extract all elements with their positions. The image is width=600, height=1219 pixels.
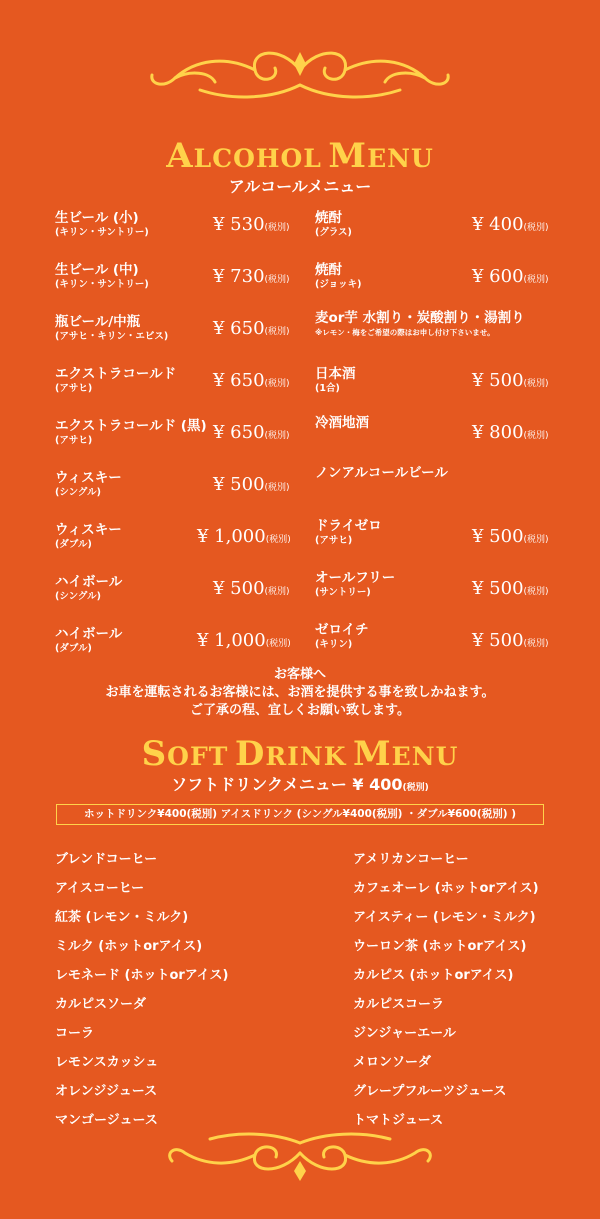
- alcohol-menu-title: ALCOHOL MENU: [166, 136, 434, 176]
- bottom-ornament-icon: [0, 1125, 600, 1185]
- soft-drink-item: ブレンドコーヒー: [55, 852, 158, 867]
- soft-drink-item: 紅茶 (レモン・ミルク): [55, 910, 189, 925]
- item-price: ¥ 1,000(税別): [197, 526, 291, 547]
- soft-drink-item: コーラ: [55, 1026, 95, 1041]
- alcohol-item: ゼロイチ (キリン): [315, 622, 369, 650]
- item-price: ¥ 650(税別): [213, 370, 290, 391]
- alcohol-item: ドライゼロ (アサヒ): [315, 518, 382, 546]
- soft-drink-item: トマトジュース: [353, 1113, 444, 1128]
- item-price: ¥ 500(税別): [472, 370, 549, 391]
- soft-drink-item: ミルク (ホットorアイス): [55, 939, 203, 954]
- alcohol-item: 瓶ビール/中瓶 (アサヒ・キリン・エビス): [55, 314, 169, 342]
- item-price: ¥ 650(税別): [213, 422, 290, 443]
- alcohol-item: ハイボール (ダブル): [55, 626, 123, 654]
- soft-drink-item: グレープフルーツジュース: [353, 1084, 507, 1099]
- item-price: ¥ 600(税別): [472, 266, 549, 287]
- alcohol-item: ウィスキー (シングル): [55, 470, 122, 498]
- item-price: ¥ 500(税別): [213, 578, 290, 599]
- alcohol-item: 日本酒 (1合): [315, 366, 356, 394]
- alcohol-item: 生ビール (小) (キリン・サントリー): [55, 210, 149, 238]
- item-price: ¥ 500(税別): [472, 578, 549, 599]
- soft-drink-item: アメリカンコーヒー: [353, 852, 469, 867]
- item-price: ¥ 1,000(税別): [197, 630, 291, 651]
- alcohol-item: エクストラコールド (黒) (アサヒ): [55, 418, 207, 446]
- item-price: ¥ 530(税別): [213, 214, 290, 235]
- alcohol-item: エクストラコールド (アサヒ): [55, 366, 177, 394]
- item-price: ¥ 500(税別): [472, 630, 549, 651]
- alcohol-item: ハイボール (シングル): [55, 574, 123, 602]
- soft-drink-item: カルピス (ホットorアイス): [353, 968, 514, 983]
- soft-drink-item: アイスティー (レモン・ミルク): [353, 910, 536, 925]
- alcohol-item: 焼酎 (ジョッキ): [315, 262, 362, 290]
- alcohol-item: 麦or芋 水割り・炭酸割り・湯割り ※レモン・梅をご希望の際はお申し付け下さいませ。: [315, 310, 525, 337]
- alcohol-item: オールフリー (サントリー): [315, 570, 396, 598]
- soft-drink-item: カルピスコーラ: [353, 997, 445, 1012]
- soft-drink-item: メロンソーダ: [353, 1055, 432, 1070]
- soft-drink-subtitle: ソフトドリンクメニュー ¥ 400(税別): [171, 775, 429, 794]
- soft-drink-item: アイスコーヒー: [55, 881, 145, 896]
- item-price: ¥ 500(税別): [472, 526, 549, 547]
- soft-drink-item: オレンジジュース: [55, 1084, 158, 1099]
- soft-drink-item: レモネード (ホットorアイス): [55, 968, 229, 983]
- soft-drink-item: レモンスカッシュ: [55, 1055, 159, 1070]
- item-price: ¥ 400(税別): [472, 214, 549, 235]
- soft-drink-item: カフェオーレ (ホットorアイス): [353, 881, 539, 896]
- alcohol-item: 焼酎 (グラス): [315, 210, 352, 238]
- alcohol-menu-subtitle: アルコールメニュー: [228, 177, 372, 196]
- alcohol-item: 生ビール (中) (キリン・サントリー): [55, 262, 149, 290]
- soft-drink-menu-title: SOFT DRINK MENU: [141, 734, 459, 774]
- alcohol-item: ウィスキー (ダブル): [55, 522, 122, 550]
- item-price: ¥ 500(税別): [213, 474, 290, 495]
- alcohol-item: 冷酒地酒: [315, 415, 369, 431]
- item-price: ¥ 730(税別): [213, 266, 290, 287]
- soft-drink-item: カルピスソーダ: [55, 997, 147, 1012]
- soft-drink-item: マンゴージュース: [55, 1113, 158, 1128]
- alcohol-item: ノンアルコールビール: [315, 465, 448, 481]
- drink-driving-notice: お客様へ お車を運転されるお客様には、お酒を提供する事を致しかねます。 ご了承の程、宜しくお願い致します。: [105, 667, 495, 718]
- item-price: ¥ 800(税別): [472, 422, 549, 443]
- top-ornament-icon: [0, 40, 600, 110]
- soft-drink-item: ウーロン茶 (ホットorアイス): [353, 939, 527, 954]
- hot-ice-price-box: ホットドリンク¥400(税別) アイスドリンク (シングル¥400(税別) ・ダブル¥600(税別) ): [56, 804, 544, 825]
- item-price: ¥ 650(税別): [213, 318, 290, 339]
- soft-drink-item: ジンジャーエール: [353, 1026, 456, 1041]
